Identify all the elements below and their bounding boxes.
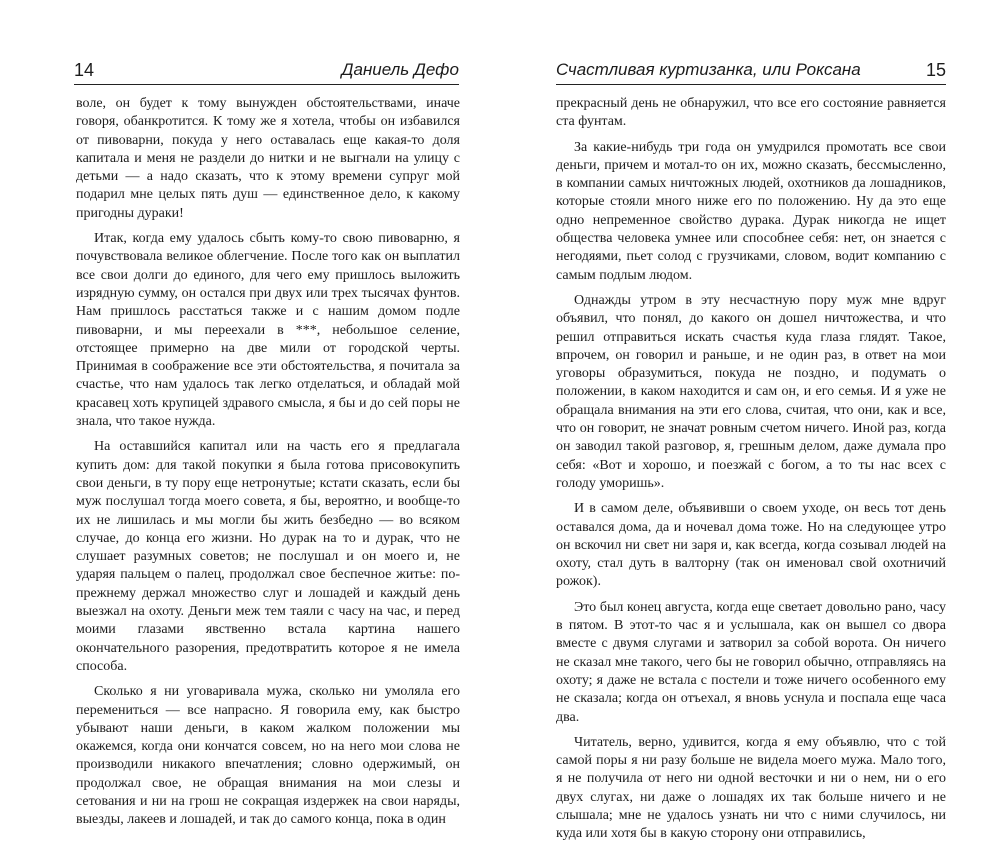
- right-header-rule: [556, 84, 946, 85]
- paragraph: воле, он будет к тому вынужден обстоятельствами, иначе говоря, обанкротится. К тому же я хотела, чтобы он избавился от пивоварни, покуда у него оставалась еще какая-то доля капитала и меня не раздели до нитки и не выгнали на улицу с детьми — а надо сказать, что к этому времени супруг мой подарил мне целых пять душ — единственное дело, к какому пригодны дураки!: [76, 96, 460, 221]
- paragraph: Итак, когда ему удалось сбыть кому-то свою пивоварню, я почувствовала великое облегчение. После того как он выплатил все свои долги до единого, для чего ему пришлось выложить изрядную сумму, он остался при двух или трех тысячах фунтов. Нам пришлось расстаться также и с нашим домом подле пивоварни, и мы переехали в ***, небольшое селение, отстоящее примерно на две мили от городской черты. Принимая в соображение все эти обстоятельства, я почитала за счастье, что нам удалось так легко отделаться, и обладай мой красавец хоть крупицей здравого смысла, я бы и до сей поры не знала, что такое нужда.: [76, 231, 460, 430]
- right-page-number: 15: [925, 60, 946, 80]
- paragraph: За какие-нибудь три года он умудрился промотать все свои деньги, причем и мотал-то он их, можно сказать, бессмысленно, в компании самых ничтожных людей, охотников да лошадников, которые стояли много ниже его по положению. Ну да это еще одно непременное свойство дурака. Дурак никогда не ищет общества человека умнее или способнее себя: нет, он знается с негодяями, пьет солод с грузчиками, словом, водит компанию с самым подлым людом.: [556, 139, 946, 283]
- paragraph: На оставшийся капитал или на часть его я предлагала купить дом: для такой покупки я была готова присовокупить свои деньги, в ту пору еще нетронутые; кстати сказать, если бы муж послушал тогда моего совета, я бы, вероятно, и вообще-то их не лишилась и мы могли бы жить безбедно — во всяком случае, до конца его жизни. Но дурак на то и дурак, что не слушает разумных советов; не послушал и он моего и, не ударяя пальцем о палец, продолжал свое беспечное житье: по-прежнему держал множество слуг и лошадей и каждый день выезжал на охоту. Деньги меж тем таяли с часу на час, и перед моими глазами явственно встала картина нашего окончательного разорения, предотвратить которое я не имела способа.: [76, 439, 460, 674]
- right-page-header: [556, 58, 946, 82]
- left-page-header: [74, 58, 459, 82]
- right-page-body: [556, 95, 946, 851]
- left-page-body: [76, 95, 460, 837]
- paragraph: И в самом деле, объявивши о своем уходе, он весь тот день оставался дома, да и ночевал дома тоже. Но на следующее утро он вскочил ни свет ни заря и, как всегда, когда созывал людей на охоту, стал дуть в валторну (так он именовал свой охотничий рожок).: [556, 501, 946, 590]
- paragraph: Читатель, верно, удивится, когда я ему объявлю, что с той самой поры я ни разу больше не видела моего мужа. Мало того, я не получила от него ни одной весточки и ни о нем, ни о его двух слугах, ни даже о лошадях их так больше ничего и не слышала; мне не удалось узнать ни что с ними случилось, ни куда или хотя бы в какую сторону они отправились,: [556, 734, 946, 842]
- left-running-title: Даниель Дефо: [341, 60, 459, 79]
- paragraph: прекрасный день не обнаружил, что все его состояние равняется ста фунтам.: [556, 96, 946, 130]
- paragraph: Это был конец августа, когда еще светает довольно рано, часу в пятом. В этот-то час я и услышала, как он вышел со двора вместе с двумя слугами и затворил за собой ворота. Он ничего не сказал мне такого, чего бы не говорил обычно, отправляясь на охоту; я даже не встала с постели и тоже ничего особенного ему не сказала; когда он отъехал, я вновь уснула и поспала еще часа два.: [556, 599, 946, 725]
- right-running-title: Счастливая куртизанка, или Роксана: [556, 60, 861, 79]
- right-page: [500, 0, 1000, 842]
- left-page-number: 14: [74, 60, 95, 80]
- left-header-rule: [74, 84, 459, 85]
- paragraph: Сколько я ни уговаривала мужа, сколько ни умоляла его перемениться — все напрасно. Я говорила ему, как быстро убывают наши деньги, в каком жалком положении мы окажемся, когда они кончатся совсем, но на него мои слова не производили никакого впечатления; словно одержимый, он продолжал свое, не обращая внимания на мои слезы и сетования и ни на грош не сокращая издержек на свои наряды, выезды, лакеев и лошадей, и так до самого конца, пока в один: [76, 684, 460, 828]
- paragraph: Однажды утром в эту несчастную пору муж мне вдруг объявил, что понял, до какого он дошел ничтожества, и что решил отправиться искать счастья куда глаза глядят. Такое, впрочем, он говорил и раньше, и не один раз, в ответ на мои уговоры образумиться, покуда не поздно, и подумать о положении, в каком находится и сам он, и его семья. И я уже не обращала внимания на эти его слова, считая, что они, как и все, что он говорит, не значат ровным счетом ничего. Иной раз, когда он заводил такой разговор, я, грешным делом, даже думала про себя: «Вот и хорошо, и поезжай с богом, а то ты нас всех с голоду уморишь».: [556, 292, 946, 491]
- left-page: [0, 0, 500, 828]
